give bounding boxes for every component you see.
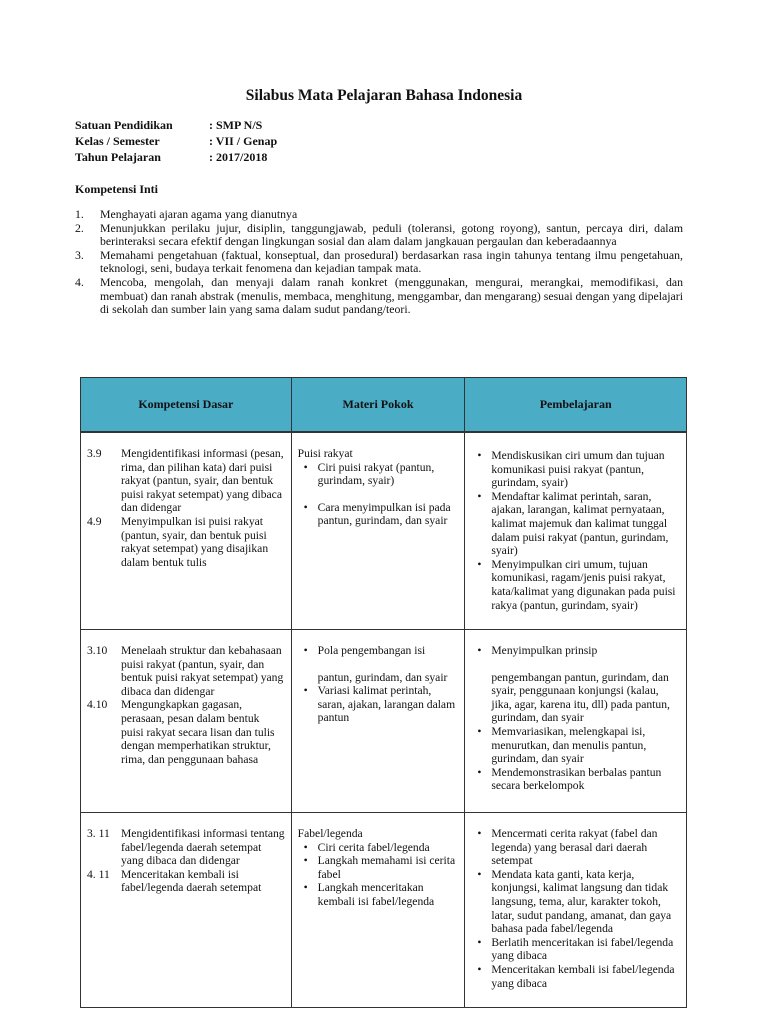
kd-cell [81,813,292,1008]
pembelajaran-text: Memvariasikan, melengkapai isi, menurutkan, dan menulis pantun, gurindam, dan syair [491,724,647,766]
bullet-icon: • [303,684,308,698]
materi-cell [291,813,465,1008]
bullet-icon: • [303,644,308,657]
kompetensi-inti-list [75,208,683,317]
bullet-icon: • [477,827,482,840]
pembelajaran-text: Mendiskusikan ciri umum dan tujuan komunikasi puisi rakyat (pantun, gurindam, syair) [491,449,665,490]
kd-text: Mengidentifikasi informasi tentang fabel/legenda daerah setempat yang dibaca dan didengar [121,827,285,868]
kd-text: Mengidentifikasi informasi (pesan, rima, dan pilihan kata) dari puisi rakyat (pantun, syair, dan bentuk puisi rakyat setempat) yang dibaca dan didengar [121,447,284,515]
bullet-icon: • [477,644,482,657]
list-item [471,936,680,963]
list-number: 1. [75,207,84,221]
pembelajaran-text: Menyimpulkan ciri umum, tujuan komunikasi, ragam/jenis puisi rakyat, kata/kalimat yang digunakan pada puisi rakya (pantun, gurindam, syair) [491,557,676,612]
document-title: Silabus Mata Pelajaran Bahasa Indonesia [245,87,523,104]
kd-item [87,515,285,569]
bullet-icon: • [477,449,482,462]
kompetensi-inti-heading: Kompetensi Inti [75,182,159,196]
list-number: 3. [75,247,84,262]
identity-block [75,117,277,165]
list-item [298,644,459,658]
list-item [471,490,680,558]
list-item [471,671,680,725]
list-text: Menunjukkan perilaku jujur, disiplin, tanggungjawab, peduli (toleransi, gotong royong), santun, percaya diri, dalam berinteraksi secara efektif dengan lingkungan sosial dan alam dalam jangkauan pergaulan dan keberadaannya [100,220,683,249]
list-item [298,461,459,488]
meta-row-tahun [75,149,277,165]
kd-cell [81,630,292,813]
list-text: Memahami pengetahuan (faktual, konseptual, dan prosedural) berdasarkan rasa ingin tahunya tentang ilmu pengetahuan, teknologi, seni, budaya terkait fenomena dan kejadian tampak mata. [100,247,683,276]
list-item [298,671,459,685]
kd-number: 4. 11 [87,867,110,881]
materi-cell [291,433,465,630]
bullet-icon: • [303,460,308,474]
materi-text: pantun, gurindam, dan syair [317,670,448,684]
list-item [298,854,459,881]
header-kompetensi-dasar: Kompetensi Dasar [81,378,292,432]
bullet-icon: • [303,840,308,854]
meta-row-kelas [75,133,277,149]
list-item [75,208,683,222]
list-text: Mencoba, mengolah, dan menyaji dalam ranah konkret (menggunakan, mengurai, merangkai, memodifikasi, dan membuat) dan ranah abstrak (menulis, membaca, menghitung, menggambar, dan mengarang) sesuai dengan yang dipelajari di sekolah dan sumber lain yang sama dalam sudut pandang/teori. [100,274,683,317]
materi-text: Cara menyimpulkan isi pada pantun, gurindam, dan syair [317,500,451,528]
kd-text: Menelaah struktur dan kebahasaan puisi rakyat (pantun, syair, dan bentuk puisi rakyat setempat) yang dibaca dan didengar [121,644,284,698]
materi-text: Pola pengembangan isi [317,644,426,657]
pembelajaran-cell [465,630,687,813]
list-item [471,963,680,990]
pembelajaran-cell [465,433,687,630]
materi-text: Ciri puisi rakyat (pantun, gurindam, syair) [317,460,435,488]
list-item [471,766,680,793]
list-number: 4. [75,274,84,289]
pembelajaran-text: Mendata kata ganti, kata kerja, konjungsi, kalimat langsung dan tidak langsung, tema, alur, karakter tokoh, latar, sudut pandang, amanat, dan gaya bahasa pada fabel/legenda [491,867,672,936]
list-item [471,868,680,936]
pembelajaran-cell [465,813,687,1008]
list-item [471,644,680,658]
meta-label: Satuan Pendidikan [75,118,173,132]
kd-number: 4.9 [87,514,102,528]
meta-value: : VII / Genap [209,134,278,148]
meta-label: Kelas / Semester [75,134,160,148]
list-item [298,841,459,855]
table-header-row [81,378,687,432]
kd-item [87,698,285,766]
materi-intro: Fabel/legenda [297,827,363,840]
list-item [471,725,680,766]
pembelajaran-text: pengembangan pantun, gurindam, dan syair, penggunaan konjungsi (kalau, jika, agar, karena itu, dll) pada pantun, gurindam, dan syair [491,670,670,725]
bullet-icon: • [477,489,482,503]
list-item [75,222,683,249]
kd-text: Menceritakan kembali isi fabel/legenda daerah setempat [121,867,262,895]
kd-number: 4.10 [87,698,108,712]
list-item [471,558,680,612]
list-item [75,249,683,276]
list-item [298,501,459,528]
meta-value: : SMP N/S [209,118,263,132]
bullet-icon: • [477,557,482,571]
kd-cell [81,433,292,630]
bullet-icon: • [477,935,482,949]
bullet-icon: • [303,854,308,868]
kd-number: 3. 11 [87,827,110,840]
kd-text: Menyimpulkan isi puisi rakyat (pantun, syair, dan bentuk puisi rakyat setempat) yang disajikan dalam bentuk tulis [121,514,269,569]
table-row [81,813,687,1008]
kd-item [87,447,285,515]
kd-item [87,827,285,868]
list-item [298,881,459,908]
kd-text: Mengungkapkan gagasan, perasaan, pesan dalam bentuk puisi rakyat secara lisan dan tulis dengan memperhatikan struktur, rima, dan penggunaan bahasa [121,698,275,766]
bullet-icon: • [477,765,482,779]
header-pembelajaran: Pembelajaran [465,378,687,432]
list-item [75,276,683,317]
header-materi-pokok: Materi Pokok [291,378,465,432]
table-row [81,433,687,630]
pembelajaran-text: Mendaftar kalimat perintah, saran, ajakan, larangan, kalimat pernyataan, kalimat majemuk dan kalimat tunggal dalam puisi rakyat (pantun, gurindam, syair) [491,489,669,558]
silabus-table [80,377,687,1008]
pembelajaran-text: Berlatih menceritakan isi fabel/legenda yang dibaca [491,935,674,963]
kd-item [87,644,285,698]
list-text: Menghayati ajaran agama yang dianutnya [100,207,298,221]
pembelajaran-text: Mencermati cerita rakyat (fabel dan legenda) yang berasal dari daerah setempat [491,827,658,868]
materi-text: Langkah memahami isi cerita fabel [317,854,456,881]
bullet-icon: • [477,724,482,738]
bullet-icon: • [477,867,482,881]
meta-row-satuan [75,117,277,133]
pembelajaran-text: Menceritakan kembali isi fabel/legenda yang dibaca [491,962,675,990]
table-row [81,630,687,813]
materi-text: Ciri cerita fabel/legenda [317,840,430,854]
list-item [471,827,680,868]
pembelajaran-text: Menyimpulkan prinsip [491,644,598,657]
meta-label: Tahun Pelajaran [75,150,161,164]
kd-number: 3.10 [87,644,108,657]
pembelajaran-text: Mendemonstrasikan berbalas pantun secara berkelompok [491,765,662,793]
kd-item [87,868,285,895]
kd-number: 3.9 [87,447,102,460]
list-number: 2. [75,220,84,235]
materi-text: Variasi kalimat perintah, saran, ajakan, larangan dalam pantun [317,684,456,725]
list-item [298,684,459,725]
bullet-icon: • [477,962,482,976]
materi-cell [291,630,465,813]
list-item [471,449,680,490]
bullet-icon: • [303,500,308,514]
materi-intro: Puisi rakyat [297,447,353,460]
meta-value: : 2017/2018 [209,150,268,164]
bullet-icon: • [303,881,308,895]
materi-text: Langkah menceritakan kembali isi fabel/legenda [317,881,435,908]
